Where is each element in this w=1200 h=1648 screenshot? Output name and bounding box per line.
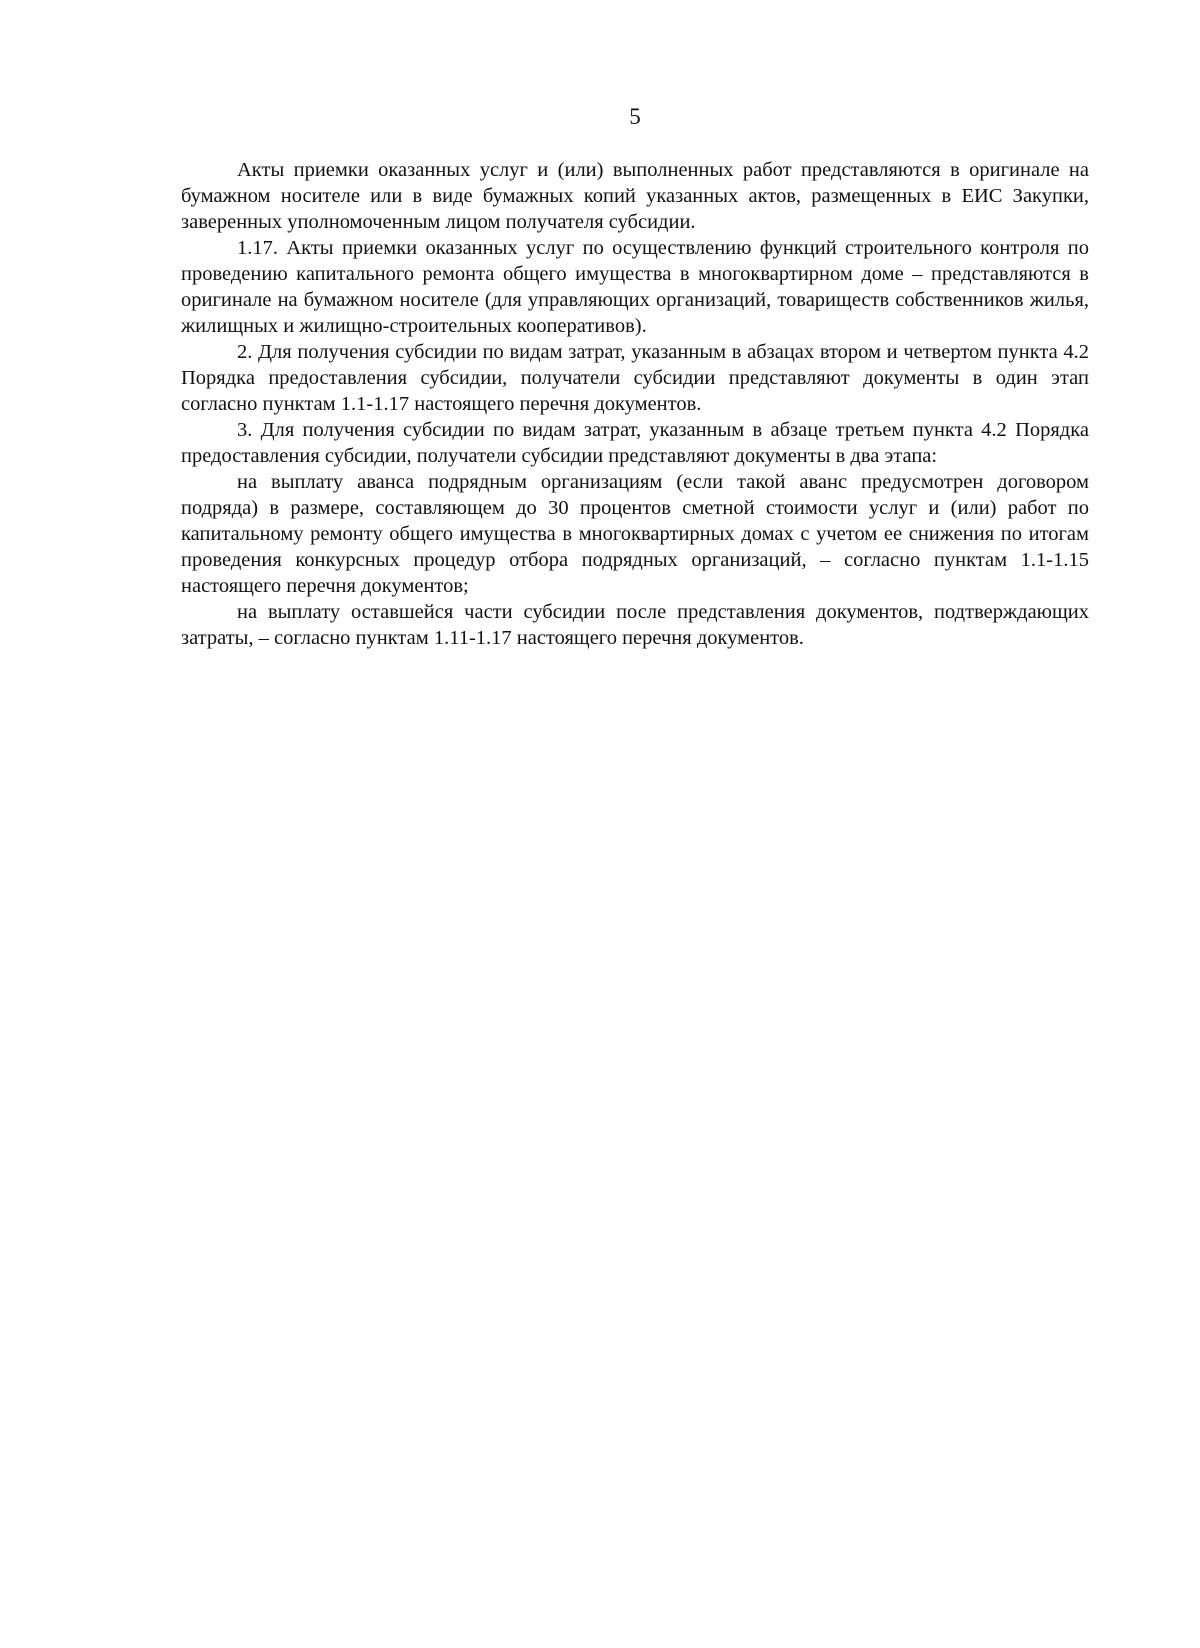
paragraph-acts-acceptance: Акты приемки оказанных услуг и (или) выполненных работ представляются в оригинале на бумажном носителе или в виде бумажных копий указанных актов, размещенных в ЕИС Закупки, заверенных уполномоченным лицом получателя субсидии. [181, 159, 1089, 233]
document-body [181, 157, 1089, 651]
paragraph-item-3: 3. Для получения субсидии по видам затрат, указанным в абзаце третьем пункта 4.2 Порядка предоставления субсидии, получатели субсидии представляют документы в два этапа: [181, 419, 1089, 467]
paragraph-advance-payment: на выплату аванса подрядным организациям (если такой аванс предусмотрен договором подряда) в размере, составляющем до 30 процентов сметной стоимости услуг и (или) работ по капитальному ремонту общего имущества в многоквартирных домах с учетом ее снижения по итогам проведения конкурсных процедур отбора подрядных организаций, – согласно пунктам 1.1-1.15 настоящего перечня документов; [181, 471, 1089, 597]
paragraph-remaining-payment: на выплату оставшейся части субсидии после представления документов, подтверждающих затраты, – согласно пунктам 1.11-1.17 настоящего перечня документов. [181, 601, 1089, 649]
page-number: 5 [629, 104, 641, 129]
paragraph-item-1-17: 1.17. Акты приемки оказанных услуг по осуществлению функций строительного контроля по проведению капитального ремонта общего имущества в многоквартирном доме – представляются в оригинале на бумажном носителе (для управляющих организаций, товариществ собственников жилья, жилищных и жилищно-строительных кооперативов). [181, 237, 1089, 337]
paragraph-item-2: 2. Для получения субсидии по видам затрат, указанным в абзацах втором и четвертом пункта 4.2 Порядка предоставления субсидии, получатели субсидии представляют документы в один этап согласно пунктам 1.1-1.17 настоящего перечня документов. [181, 341, 1089, 415]
